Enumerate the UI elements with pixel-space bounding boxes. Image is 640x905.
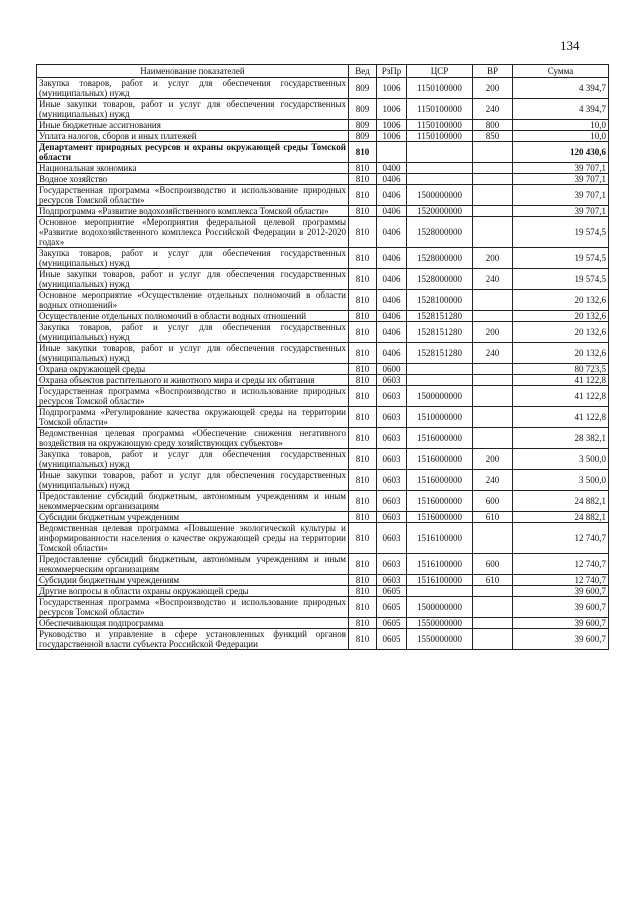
cell-csr: 1516000000 (407, 491, 473, 512)
cell-sum: 24 882,1 (513, 512, 609, 523)
cell-rzpr: 0603 (377, 554, 407, 575)
cell-sum: 19 574,5 (513, 269, 609, 290)
cell-csr: 1516000000 (407, 449, 473, 470)
cell-name: Иные закупки товаров, работ и услуг для обеспечения государственных (муниципальных) нужд (37, 269, 349, 290)
cell-vr (473, 217, 513, 248)
table-row (37, 248, 609, 269)
cell-sum: 20 132,6 (513, 311, 609, 322)
table-row (37, 575, 609, 586)
cell-rzpr: 0603 (377, 449, 407, 470)
table-row (37, 206, 609, 217)
cell-vr (473, 597, 513, 618)
cell-csr (407, 364, 473, 375)
cell-sum: 39 707,1 (513, 174, 609, 185)
cell-rzpr: 0406 (377, 322, 407, 343)
cell-vr (473, 428, 513, 449)
cell-ved: 810 (349, 311, 377, 322)
cell-ved: 810 (349, 523, 377, 554)
cell-rzpr: 0406 (377, 174, 407, 185)
table-row (37, 120, 609, 131)
cell-csr: 1550000000 (407, 618, 473, 629)
cell-csr: 1528000000 (407, 269, 473, 290)
cell-name: Уплата налогов, сборов и иных платежей (37, 131, 349, 142)
cell-ved: 810 (349, 163, 377, 174)
cell-csr: 1150100000 (407, 99, 473, 120)
cell-rzpr: 1006 (377, 99, 407, 120)
cell-ved: 810 (349, 322, 377, 343)
cell-sum: 19 574,5 (513, 248, 609, 269)
cell-vr (473, 407, 513, 428)
cell-csr: 1528000000 (407, 217, 473, 248)
cell-vr: 610 (473, 575, 513, 586)
table-row (37, 586, 609, 597)
page-number: 134 (560, 38, 580, 53)
cell-csr: 1516000000 (407, 512, 473, 523)
cell-rzpr: 0603 (377, 407, 407, 428)
cell-rzpr: 0406 (377, 217, 407, 248)
cell-ved: 809 (349, 120, 377, 131)
cell-vr (473, 142, 513, 163)
cell-csr: 1510000000 (407, 407, 473, 428)
cell-name: Государственная программа «Воспроизводство и использование природных ресурсов Томской области» (37, 386, 349, 407)
table-row (37, 449, 609, 470)
cell-vr: 200 (473, 449, 513, 470)
cell-sum: 39 600,7 (513, 629, 609, 650)
cell-vr: 240 (473, 470, 513, 491)
cell-csr: 1516100000 (407, 523, 473, 554)
cell-rzpr: 1006 (377, 120, 407, 131)
cell-name: Водное хозяйство (37, 174, 349, 185)
header-name: Наименование показателей (37, 65, 349, 78)
cell-rzpr: 0400 (377, 163, 407, 174)
cell-ved: 810 (349, 554, 377, 575)
cell-ved: 809 (349, 131, 377, 142)
cell-sum: 39 600,7 (513, 618, 609, 629)
cell-ved: 810 (349, 185, 377, 206)
table-row (37, 491, 609, 512)
cell-sum: 10,0 (513, 131, 609, 142)
cell-name: Предоставление субсидий бюджетным, автономным учреждениям и иным некоммерческим организациям (37, 491, 349, 512)
table-row (37, 597, 609, 618)
cell-sum: 80 723,5 (513, 364, 609, 375)
cell-csr: 1528151280 (407, 343, 473, 364)
cell-name: Иные бюджетные ассигнования (37, 120, 349, 131)
cell-csr (407, 586, 473, 597)
cell-rzpr: 0406 (377, 311, 407, 322)
table-row (37, 142, 609, 163)
cell-ved: 810 (349, 217, 377, 248)
table-row (37, 364, 609, 375)
cell-name: Подпрограмма «Развитие водохозяйственного комплекса Томской области» (37, 206, 349, 217)
table-row (37, 386, 609, 407)
cell-ved: 810 (349, 512, 377, 523)
cell-vr: 240 (473, 269, 513, 290)
table-row (37, 428, 609, 449)
cell-rzpr: 0603 (377, 386, 407, 407)
cell-name: Охрана окружающей среды (37, 364, 349, 375)
cell-rzpr: 0406 (377, 248, 407, 269)
cell-name: Иные закупки товаров, работ и услуг для обеспечения государственных (муниципальных) нужд (37, 99, 349, 120)
cell-sum: 41 122,8 (513, 375, 609, 386)
cell-vr: 600 (473, 554, 513, 575)
cell-name: Субсидии бюджетным учреждениям (37, 512, 349, 523)
cell-vr: 800 (473, 120, 513, 131)
cell-ved: 810 (349, 470, 377, 491)
table-row (37, 343, 609, 364)
cell-csr: 1150100000 (407, 78, 473, 99)
cell-ved: 810 (349, 375, 377, 386)
cell-name: Субсидии бюджетным учреждениям (37, 575, 349, 586)
cell-rzpr: 0603 (377, 428, 407, 449)
cell-sum: 4 394,7 (513, 78, 609, 99)
cell-sum: 41 122,8 (513, 386, 609, 407)
cell-ved: 809 (349, 78, 377, 99)
cell-name: Основное мероприятие «Осуществление отдельных полномочий в области водных отношений» (37, 290, 349, 311)
cell-name: Закупка товаров, работ и услуг для обеспечения государственных (муниципальных) нужд (37, 78, 349, 99)
table-row (37, 78, 609, 99)
cell-ved: 810 (349, 386, 377, 407)
table-row (37, 375, 609, 386)
cell-csr: 1516100000 (407, 575, 473, 586)
cell-name: Закупка товаров, работ и услуг для обеспечения государственных (муниципальных) нужд (37, 449, 349, 470)
table-row (37, 407, 609, 428)
cell-vr: 240 (473, 99, 513, 120)
cell-name: Другие вопросы в области охраны окружающей среды (37, 586, 349, 597)
table-row (37, 99, 609, 120)
cell-name: Государственная программа «Воспроизводство и использование природных ресурсов Томской области» (37, 597, 349, 618)
table-row (37, 470, 609, 491)
cell-sum: 3 500,0 (513, 470, 609, 491)
cell-rzpr: 0603 (377, 575, 407, 586)
cell-name: Обеспечивающая подпрограмма (37, 618, 349, 629)
cell-ved: 810 (349, 248, 377, 269)
cell-rzpr: 0406 (377, 269, 407, 290)
cell-ved: 810 (349, 206, 377, 217)
table-row (37, 131, 609, 142)
cell-vr (473, 364, 513, 375)
table-row (37, 311, 609, 322)
cell-csr: 1150100000 (407, 120, 473, 131)
header-vr: ВР (473, 65, 513, 78)
cell-sum: 3 500,0 (513, 449, 609, 470)
cell-name: Закупка товаров, работ и услуг для обеспечения государственных (муниципальных) нужд (37, 322, 349, 343)
cell-rzpr: 0406 (377, 185, 407, 206)
cell-rzpr: 0406 (377, 206, 407, 217)
cell-sum: 39 707,1 (513, 185, 609, 206)
cell-vr (473, 375, 513, 386)
cell-vr (473, 523, 513, 554)
cell-name: Ведомственная целевая программа «Обеспечение снижения негативного воздействия на окружающую среду хозяйствующих субъектов» (37, 428, 349, 449)
cell-ved: 810 (349, 142, 377, 163)
cell-rzpr: 0605 (377, 597, 407, 618)
cell-csr (407, 174, 473, 185)
cell-vr: 200 (473, 322, 513, 343)
cell-name: Охрана объектов растительного и животного мира и среды их обитания (37, 375, 349, 386)
cell-ved: 810 (349, 428, 377, 449)
cell-sum: 4 394,7 (513, 99, 609, 120)
cell-ved: 810 (349, 174, 377, 185)
cell-rzpr (377, 142, 407, 163)
table-row (37, 618, 609, 629)
cell-name: Руководство и управление в сфере установленных функций органов государственной власти субъекта Российской Федерации (37, 629, 349, 650)
budget-table (36, 64, 609, 650)
cell-vr (473, 386, 513, 407)
cell-vr (473, 290, 513, 311)
cell-ved: 809 (349, 99, 377, 120)
table-row (37, 174, 609, 185)
cell-sum: 12 740,7 (513, 554, 609, 575)
cell-vr (473, 586, 513, 597)
cell-sum: 20 132,6 (513, 322, 609, 343)
cell-csr: 1520000000 (407, 206, 473, 217)
cell-sum: 19 574,5 (513, 217, 609, 248)
cell-rzpr: 0603 (377, 375, 407, 386)
cell-csr: 1150100000 (407, 131, 473, 142)
cell-vr (473, 629, 513, 650)
cell-csr: 1516000000 (407, 470, 473, 491)
cell-vr: 610 (473, 512, 513, 523)
table-row (37, 629, 609, 650)
cell-vr: 600 (473, 491, 513, 512)
cell-sum: 20 132,6 (513, 290, 609, 311)
cell-ved: 810 (349, 618, 377, 629)
cell-ved: 810 (349, 290, 377, 311)
table-body (37, 78, 609, 650)
cell-ved: 810 (349, 629, 377, 650)
table-row (37, 554, 609, 575)
cell-sum: 39 600,7 (513, 586, 609, 597)
cell-csr: 1500000000 (407, 185, 473, 206)
cell-sum: 39 707,1 (513, 163, 609, 174)
cell-ved: 810 (349, 364, 377, 375)
cell-rzpr: 0600 (377, 364, 407, 375)
cell-ved: 810 (349, 343, 377, 364)
cell-ved: 810 (349, 449, 377, 470)
cell-vr (473, 206, 513, 217)
cell-csr: 1528151280 (407, 311, 473, 322)
cell-ved: 810 (349, 407, 377, 428)
header-rzpr: РзПр (377, 65, 407, 78)
cell-csr: 1528000000 (407, 248, 473, 269)
cell-ved: 810 (349, 575, 377, 586)
cell-vr: 200 (473, 248, 513, 269)
cell-name: Иные закупки товаров, работ и услуг для обеспечения государственных (муниципальных) нужд (37, 470, 349, 491)
cell-sum: 24 882,1 (513, 491, 609, 512)
cell-csr (407, 163, 473, 174)
cell-csr: 1528100000 (407, 290, 473, 311)
cell-csr: 1550000000 (407, 629, 473, 650)
cell-name: Национальная экономика (37, 163, 349, 174)
cell-vr: 240 (473, 343, 513, 364)
cell-sum: 120 430,6 (513, 142, 609, 163)
cell-sum: 12 740,7 (513, 523, 609, 554)
cell-rzpr: 0605 (377, 586, 407, 597)
cell-vr: 200 (473, 78, 513, 99)
cell-csr (407, 142, 473, 163)
cell-name: Государственная программа «Воспроизводство и использование природных ресурсов Томской области» (37, 185, 349, 206)
cell-ved: 810 (349, 586, 377, 597)
cell-rzpr: 0605 (377, 629, 407, 650)
cell-sum: 10,0 (513, 120, 609, 131)
cell-name: Предоставление субсидий бюджетным, автономным учреждениям и иным некоммерческим организациям (37, 554, 349, 575)
cell-csr: 1528151280 (407, 322, 473, 343)
cell-sum: 41 122,8 (513, 407, 609, 428)
cell-csr: 1500000000 (407, 386, 473, 407)
cell-name: Закупка товаров, работ и услуг для обеспечения государственных (муниципальных) нужд (37, 248, 349, 269)
cell-name: Ведомственная целевая программа «Повышение экологической культуры и информированности населения о качестве окружающей среды на территории Томской области» (37, 523, 349, 554)
cell-rzpr: 0406 (377, 343, 407, 364)
cell-csr: 1500000000 (407, 597, 473, 618)
cell-rzpr: 1006 (377, 78, 407, 99)
cell-sum: 12 740,7 (513, 575, 609, 586)
table-header-row (37, 65, 609, 78)
cell-vr (473, 618, 513, 629)
cell-ved: 810 (349, 269, 377, 290)
cell-sum: 20 132,6 (513, 343, 609, 364)
table-row (37, 512, 609, 523)
cell-ved: 810 (349, 597, 377, 618)
cell-rzpr: 0603 (377, 512, 407, 523)
cell-vr (473, 163, 513, 174)
cell-csr: 1516100000 (407, 554, 473, 575)
table-row (37, 217, 609, 248)
cell-csr (407, 375, 473, 386)
table-row (37, 269, 609, 290)
cell-sum: 28 382,1 (513, 428, 609, 449)
header-ved: Вед (349, 65, 377, 78)
table-row (37, 290, 609, 311)
cell-name: Департамент природных ресурсов и охраны окружающей среды Томской области (37, 142, 349, 163)
cell-sum: 39 707,1 (513, 206, 609, 217)
cell-name: Основное мероприятие «Мероприятия федеральной целевой программы «Развитие водохозяйственного комплекса Российской Федерации в 2012-2020 годах» (37, 217, 349, 248)
cell-name: Подпрограмма «Регулирование качества окружающей среды на территории Томской области» (37, 407, 349, 428)
cell-sum: 39 600,7 (513, 597, 609, 618)
cell-csr: 1516000000 (407, 428, 473, 449)
cell-rzpr: 0603 (377, 491, 407, 512)
cell-vr (473, 174, 513, 185)
cell-rzpr: 0603 (377, 523, 407, 554)
cell-rzpr: 0605 (377, 618, 407, 629)
cell-name: Осуществление отдельных полномочий в области водных отношений (37, 311, 349, 322)
cell-ved: 810 (349, 491, 377, 512)
cell-rzpr: 0603 (377, 470, 407, 491)
cell-rzpr: 0406 (377, 290, 407, 311)
cell-vr: 850 (473, 131, 513, 142)
header-sum: Сумма (513, 65, 609, 78)
header-csr: ЦСР (407, 65, 473, 78)
cell-vr (473, 185, 513, 206)
table-row (37, 523, 609, 554)
table-row (37, 163, 609, 174)
cell-rzpr: 1006 (377, 131, 407, 142)
table-row (37, 185, 609, 206)
cell-vr (473, 311, 513, 322)
table-row (37, 322, 609, 343)
cell-name: Иные закупки товаров, работ и услуг для обеспечения государственных (муниципальных) нужд (37, 343, 349, 364)
